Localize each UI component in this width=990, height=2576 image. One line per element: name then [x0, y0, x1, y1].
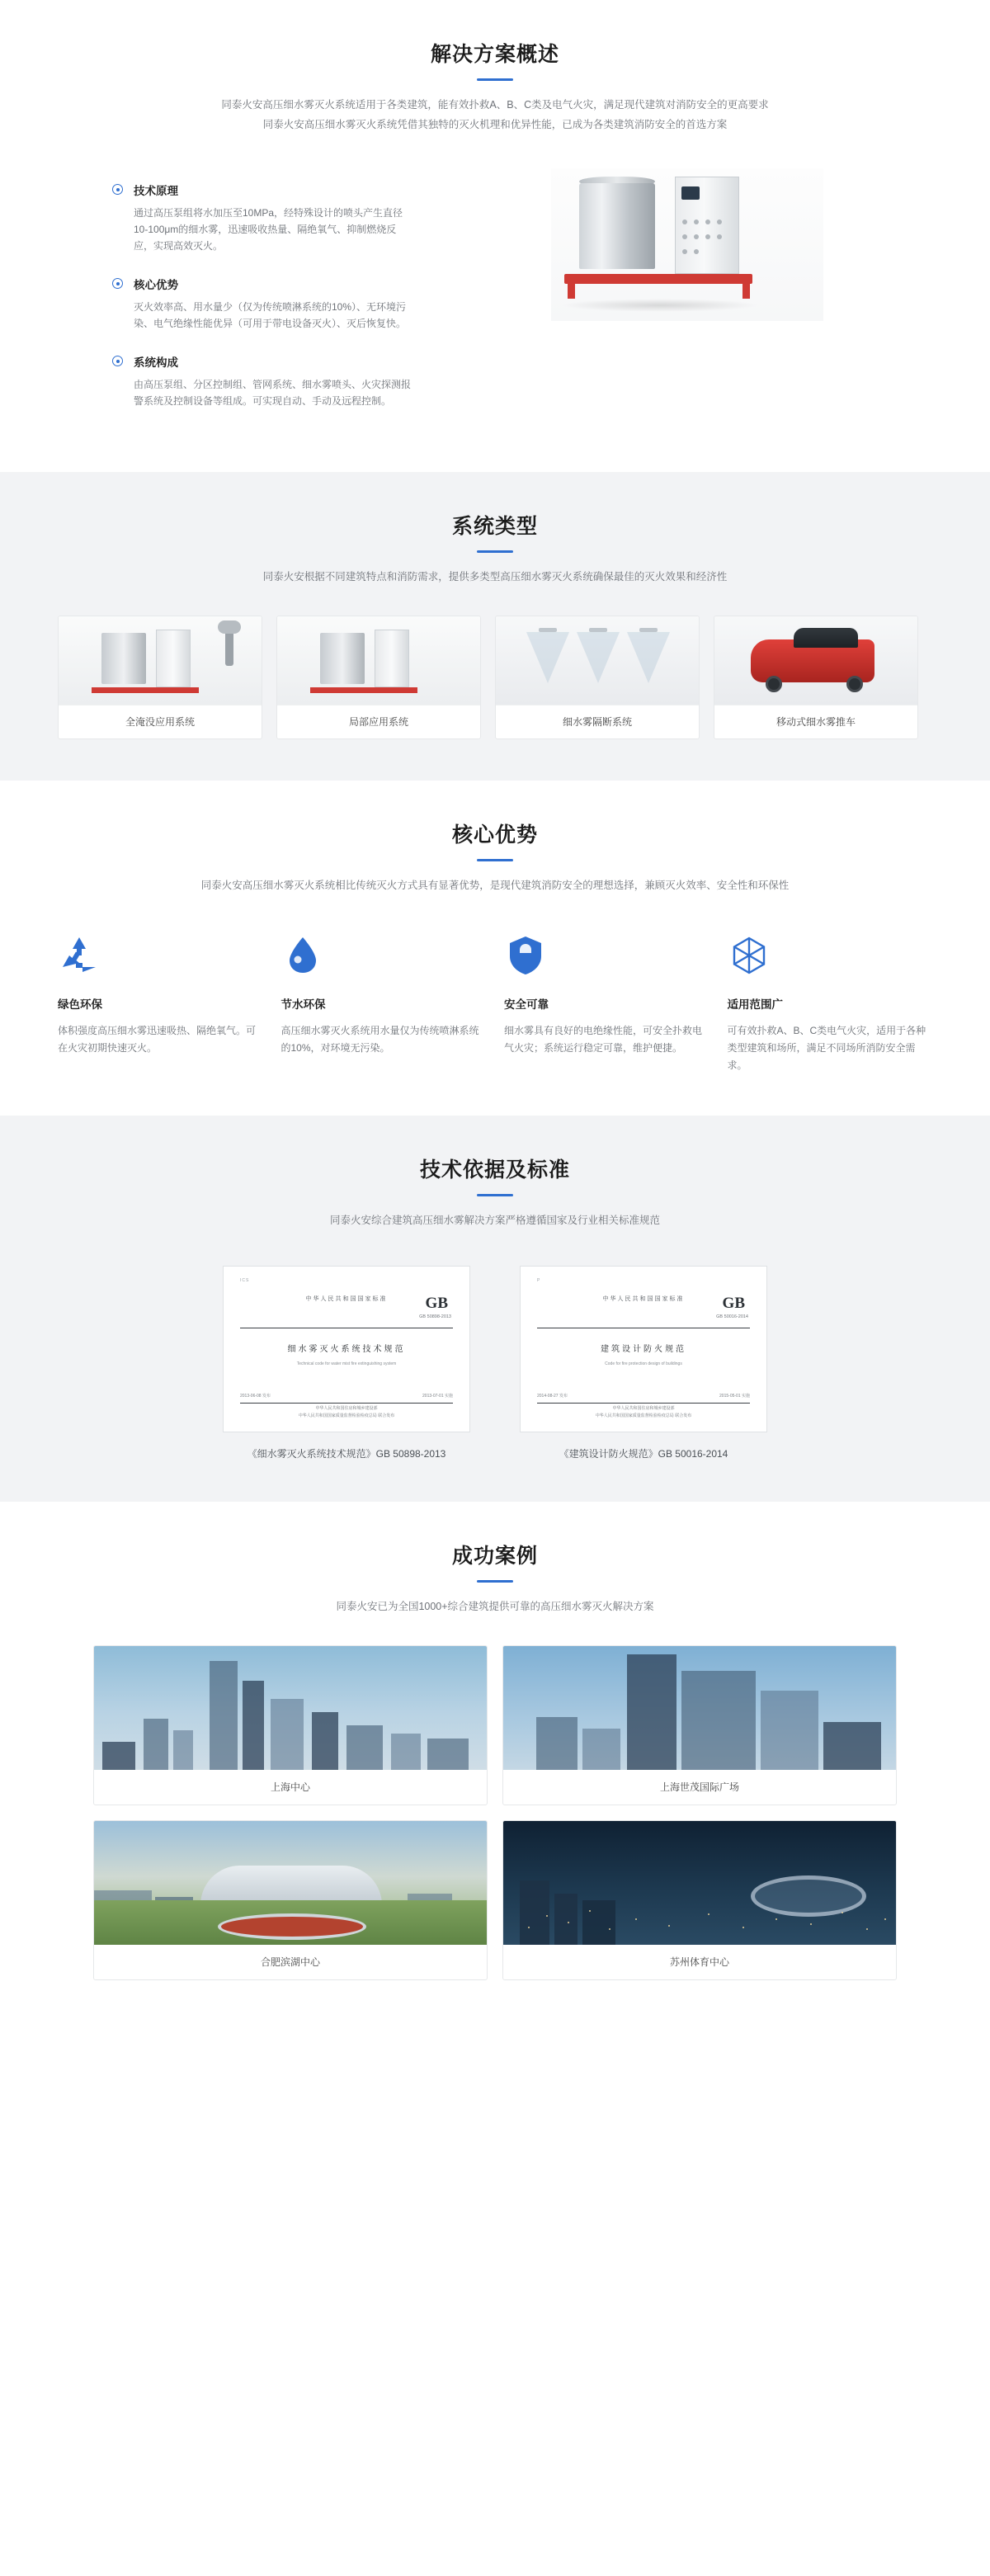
overview-subtitle-line2: 同泰火安高压细水雾灭火系统凭借其独特的灭火机理和优异性能，已成为各类建筑消防安全的首选方案: [262, 119, 728, 130]
feature-text: 通过高压泵组将水加压至10MPa，经特殊设计的喷头产生直径10-100μm的细水雾，迅速吸收热量、隔绝氧气、抑制燃烧反应，实现高效灭火。: [134, 207, 403, 252]
advantages-subtitle: 同泰火安高压细水雾灭火系统相比传统灭火方式具有显著优势，是现代建筑消防安全的理想选择，兼顾灭火效率、安全性和环保性: [200, 880, 790, 891]
cabinet-screen: [681, 186, 700, 200]
system-type-thumb: [496, 616, 699, 705]
standard-issue-date: 2014-08-27 发布: [537, 1394, 568, 1399]
case-card[interactable]: [502, 1645, 897, 1805]
standard-footer: [224, 1405, 469, 1420]
tank-icon: [101, 633, 146, 684]
mist-cone: [627, 632, 670, 683]
system-types-grid: [58, 616, 932, 739]
solution-overview-section: [0, 0, 990, 472]
image-shadow: [561, 299, 759, 312]
feature-text: 灭火效率高、用水量少（仅为传统喷淋系统的10%）、无环境污染、电气绝缘性能优异（可用于带电设备灭火）、灭后恢复快。: [134, 301, 407, 329]
advantage-item-safety: [504, 934, 710, 1074]
standard-code: GB 50016-2014: [716, 1314, 748, 1319]
standard-caption: 《建筑设计防火规范》GB 50016-2014: [559, 1448, 728, 1460]
case-label: 苏州体育中心: [669, 1956, 729, 1968]
standard-document-cover: [520, 1266, 767, 1432]
standard-impl-date: 2015-05-01 实施: [719, 1394, 750, 1399]
cart-wheel: [846, 676, 863, 692]
gb-mark: GB: [425, 1295, 448, 1312]
title-underline: [477, 550, 513, 553]
standards-section: [0, 1116, 990, 1502]
snowflake-icon: [728, 934, 933, 982]
case-label: 合肥滨湖中心: [260, 1956, 320, 1968]
nozzle-arm-icon: [225, 628, 233, 666]
overview-image-area: [442, 168, 932, 431]
divider: [537, 1403, 750, 1404]
standard-english-name: Code for fire protection design of buildings: [605, 1361, 682, 1366]
advantage-item-water-saving: [281, 934, 487, 1074]
cart-wheel: [766, 676, 782, 692]
standard-footer-line1: 中华人民共和国住房和城乡建设部: [315, 1406, 378, 1411]
cabinet-buttons: [679, 216, 732, 249]
standard-dates: [240, 1393, 453, 1399]
advantages-section: [0, 781, 990, 1116]
case-card[interactable]: [502, 1820, 897, 1980]
system-types-title: 系统类型: [451, 515, 538, 538]
advantages-grid: [58, 934, 932, 1074]
case-photo: [503, 1821, 896, 1945]
advantage-text: 高压细水雾灭火系统用水量仅为传统喷淋系统的10%，对环境无污染。: [280, 1025, 479, 1054]
base-icon: [92, 687, 199, 693]
cases-section: [0, 1502, 990, 2030]
system-type-label: 局部应用系统: [277, 705, 480, 738]
bullet-icon: [112, 278, 123, 289]
system-type-label: 移动式细水雾推车: [714, 705, 917, 738]
system-type-card[interactable]: [714, 616, 918, 739]
divider: [240, 1403, 453, 1404]
overview-feature-list: [58, 168, 412, 431]
cabinet-icon: [156, 630, 191, 687]
title-underline: [477, 1194, 513, 1196]
system-type-thumb: [714, 616, 917, 705]
case-photo: [503, 1646, 896, 1770]
system-type-thumb: [277, 616, 480, 705]
case-label: 上海中心: [270, 1781, 310, 1793]
system-type-label: 细水雾隔断系统: [496, 705, 699, 738]
standard-name: 建筑设计防火规范: [601, 1345, 686, 1354]
feature-text: 由高压泵组、分区控制组、管网系统、细水雾喷头、火灾探测报警系统及控制设备等组成。可实现自动、手动及远程控制。: [134, 379, 412, 407]
advantage-title: 节水环保: [280, 998, 326, 1011]
system-type-card[interactable]: [58, 616, 262, 739]
standards-subtitle: 同泰火安综合建筑高压细水雾解决方案严格遵循国家及行业相关标准规范: [329, 1215, 660, 1226]
advantage-item-applicability: [728, 934, 933, 1074]
feature-title: 技术原理: [134, 185, 178, 197]
system-types-subtitle: 同泰火安根据不同建筑特点和消防需求，提供多类型高压细水雾灭火系统确保最佳的灭火效果和经济性: [262, 571, 728, 583]
cabinet-icon: [375, 630, 409, 687]
frame-base: [564, 274, 752, 284]
mist-cone: [526, 632, 569, 683]
standard-footer-line1: 中华人民共和国住房和城乡建设部: [612, 1406, 675, 1411]
advantage-item-green: [58, 934, 263, 1074]
standard-document-cover: [223, 1266, 470, 1432]
recycle-icon: [58, 934, 263, 982]
overview-subtitle-line1: 同泰火安高压细水雾灭火系统适用于各类建筑，能有效扑救A、B、C类及电气火灾，满足现代建筑对消防安全的更高要求: [221, 99, 769, 111]
mobile-cart-top: [794, 628, 858, 648]
feature-title: 核心优势: [134, 279, 178, 291]
feature-item-advantage: [112, 276, 412, 332]
system-type-label: 全淹没应用系统: [59, 705, 262, 738]
overview-body: [58, 168, 932, 431]
standard-footer: [521, 1405, 766, 1420]
system-types-section: [0, 472, 990, 781]
standards-grid: [58, 1266, 932, 1460]
standard-item-building-fire[interactable]: [520, 1266, 767, 1460]
standards-title: 技术依据及标准: [419, 1158, 570, 1182]
title-underline: [477, 1580, 513, 1583]
feature-item-composition: [112, 353, 412, 409]
tank-icon: [320, 633, 365, 684]
frame-leg-left: [568, 274, 575, 299]
case-label: 上海世茂国际广场: [659, 1781, 739, 1793]
base-icon: [310, 687, 417, 693]
tank-body: [579, 183, 655, 269]
standard-doc-header: P: [537, 1278, 541, 1283]
running-track: [218, 1913, 366, 1940]
advantage-title: 适用范围广: [727, 998, 783, 1011]
cases-subtitle: 同泰火安已为全国1000+综合建筑提供可靠的高压细水雾灭火解决方案: [336, 1601, 654, 1612]
advantage-title: 安全可靠: [504, 998, 549, 1011]
standard-issue-date: 2013-06-08 发布: [240, 1394, 271, 1399]
standard-code: GB 50898-2013: [419, 1314, 451, 1319]
case-photo: [94, 1646, 487, 1770]
bullet-icon: [112, 356, 123, 366]
advantage-title: 绿色环保: [58, 998, 102, 1011]
mist-cone: [577, 632, 620, 683]
advantage-text: 体积强度高压细水雾迅速吸热、隔绝氧气。可在火灾初期快速灭火。: [58, 1025, 257, 1054]
stadium-dome: [200, 1866, 382, 1905]
city-lights: [503, 1887, 896, 1945]
standard-org: 中华人民共和国国家标准: [305, 1296, 388, 1302]
standard-caption: 《细水雾灭火系统技术规范》GB 50898-2013: [247, 1448, 446, 1460]
system-type-card[interactable]: [276, 616, 481, 739]
feature-title: 系统构成: [134, 356, 178, 369]
standard-item-water-mist[interactable]: [223, 1266, 470, 1460]
standard-impl-date: 2013-07-01 实施: [422, 1394, 453, 1399]
gb-mark: GB: [722, 1295, 745, 1312]
pump-unit-image: [551, 168, 823, 321]
system-type-thumb: [59, 616, 262, 705]
advantage-text: 细水雾具有良好的电绝缘性能，可安全扑救电气火灾；系统运行稳定可靠，维护便捷。: [504, 1025, 703, 1054]
bullet-icon: [112, 184, 123, 195]
title-underline: [477, 78, 513, 81]
standard-name: 细水雾灭火系统技术规范: [287, 1345, 406, 1354]
feature-item-principle: [112, 182, 412, 254]
case-photo: [94, 1821, 487, 1945]
system-type-card[interactable]: [495, 616, 700, 739]
cases-grid: [58, 1645, 932, 1980]
standard-footer-line2: 中华人民共和国国家质量监督检验检疫总局 联合发布: [298, 1413, 395, 1418]
standard-footer-line2: 中华人民共和国国家质量监督检验检疫总局 联合发布: [595, 1413, 692, 1418]
shield-icon: [504, 934, 710, 982]
page-title: 解决方案概述: [430, 43, 559, 66]
standard-dates: [537, 1393, 750, 1399]
title-underline: [477, 859, 513, 861]
advantages-title: 核心优势: [451, 823, 538, 847]
water-drop-icon: [281, 934, 487, 982]
standard-doc-header: ICS: [240, 1278, 250, 1283]
case-card[interactable]: [93, 1645, 488, 1805]
standard-org: 中华人民共和国国家标准: [602, 1296, 685, 1302]
advantage-text: 可有效扑救A、B、C类电气火灾，适用于各种类型建筑和场所，满足不同场所消防安全需求。: [727, 1025, 926, 1071]
case-card[interactable]: [93, 1820, 488, 1980]
frame-leg-right: [742, 274, 750, 299]
cases-title: 成功案例: [451, 1545, 538, 1568]
standard-english-name: Technical code for water mist fire extinguishing system: [296, 1361, 397, 1366]
